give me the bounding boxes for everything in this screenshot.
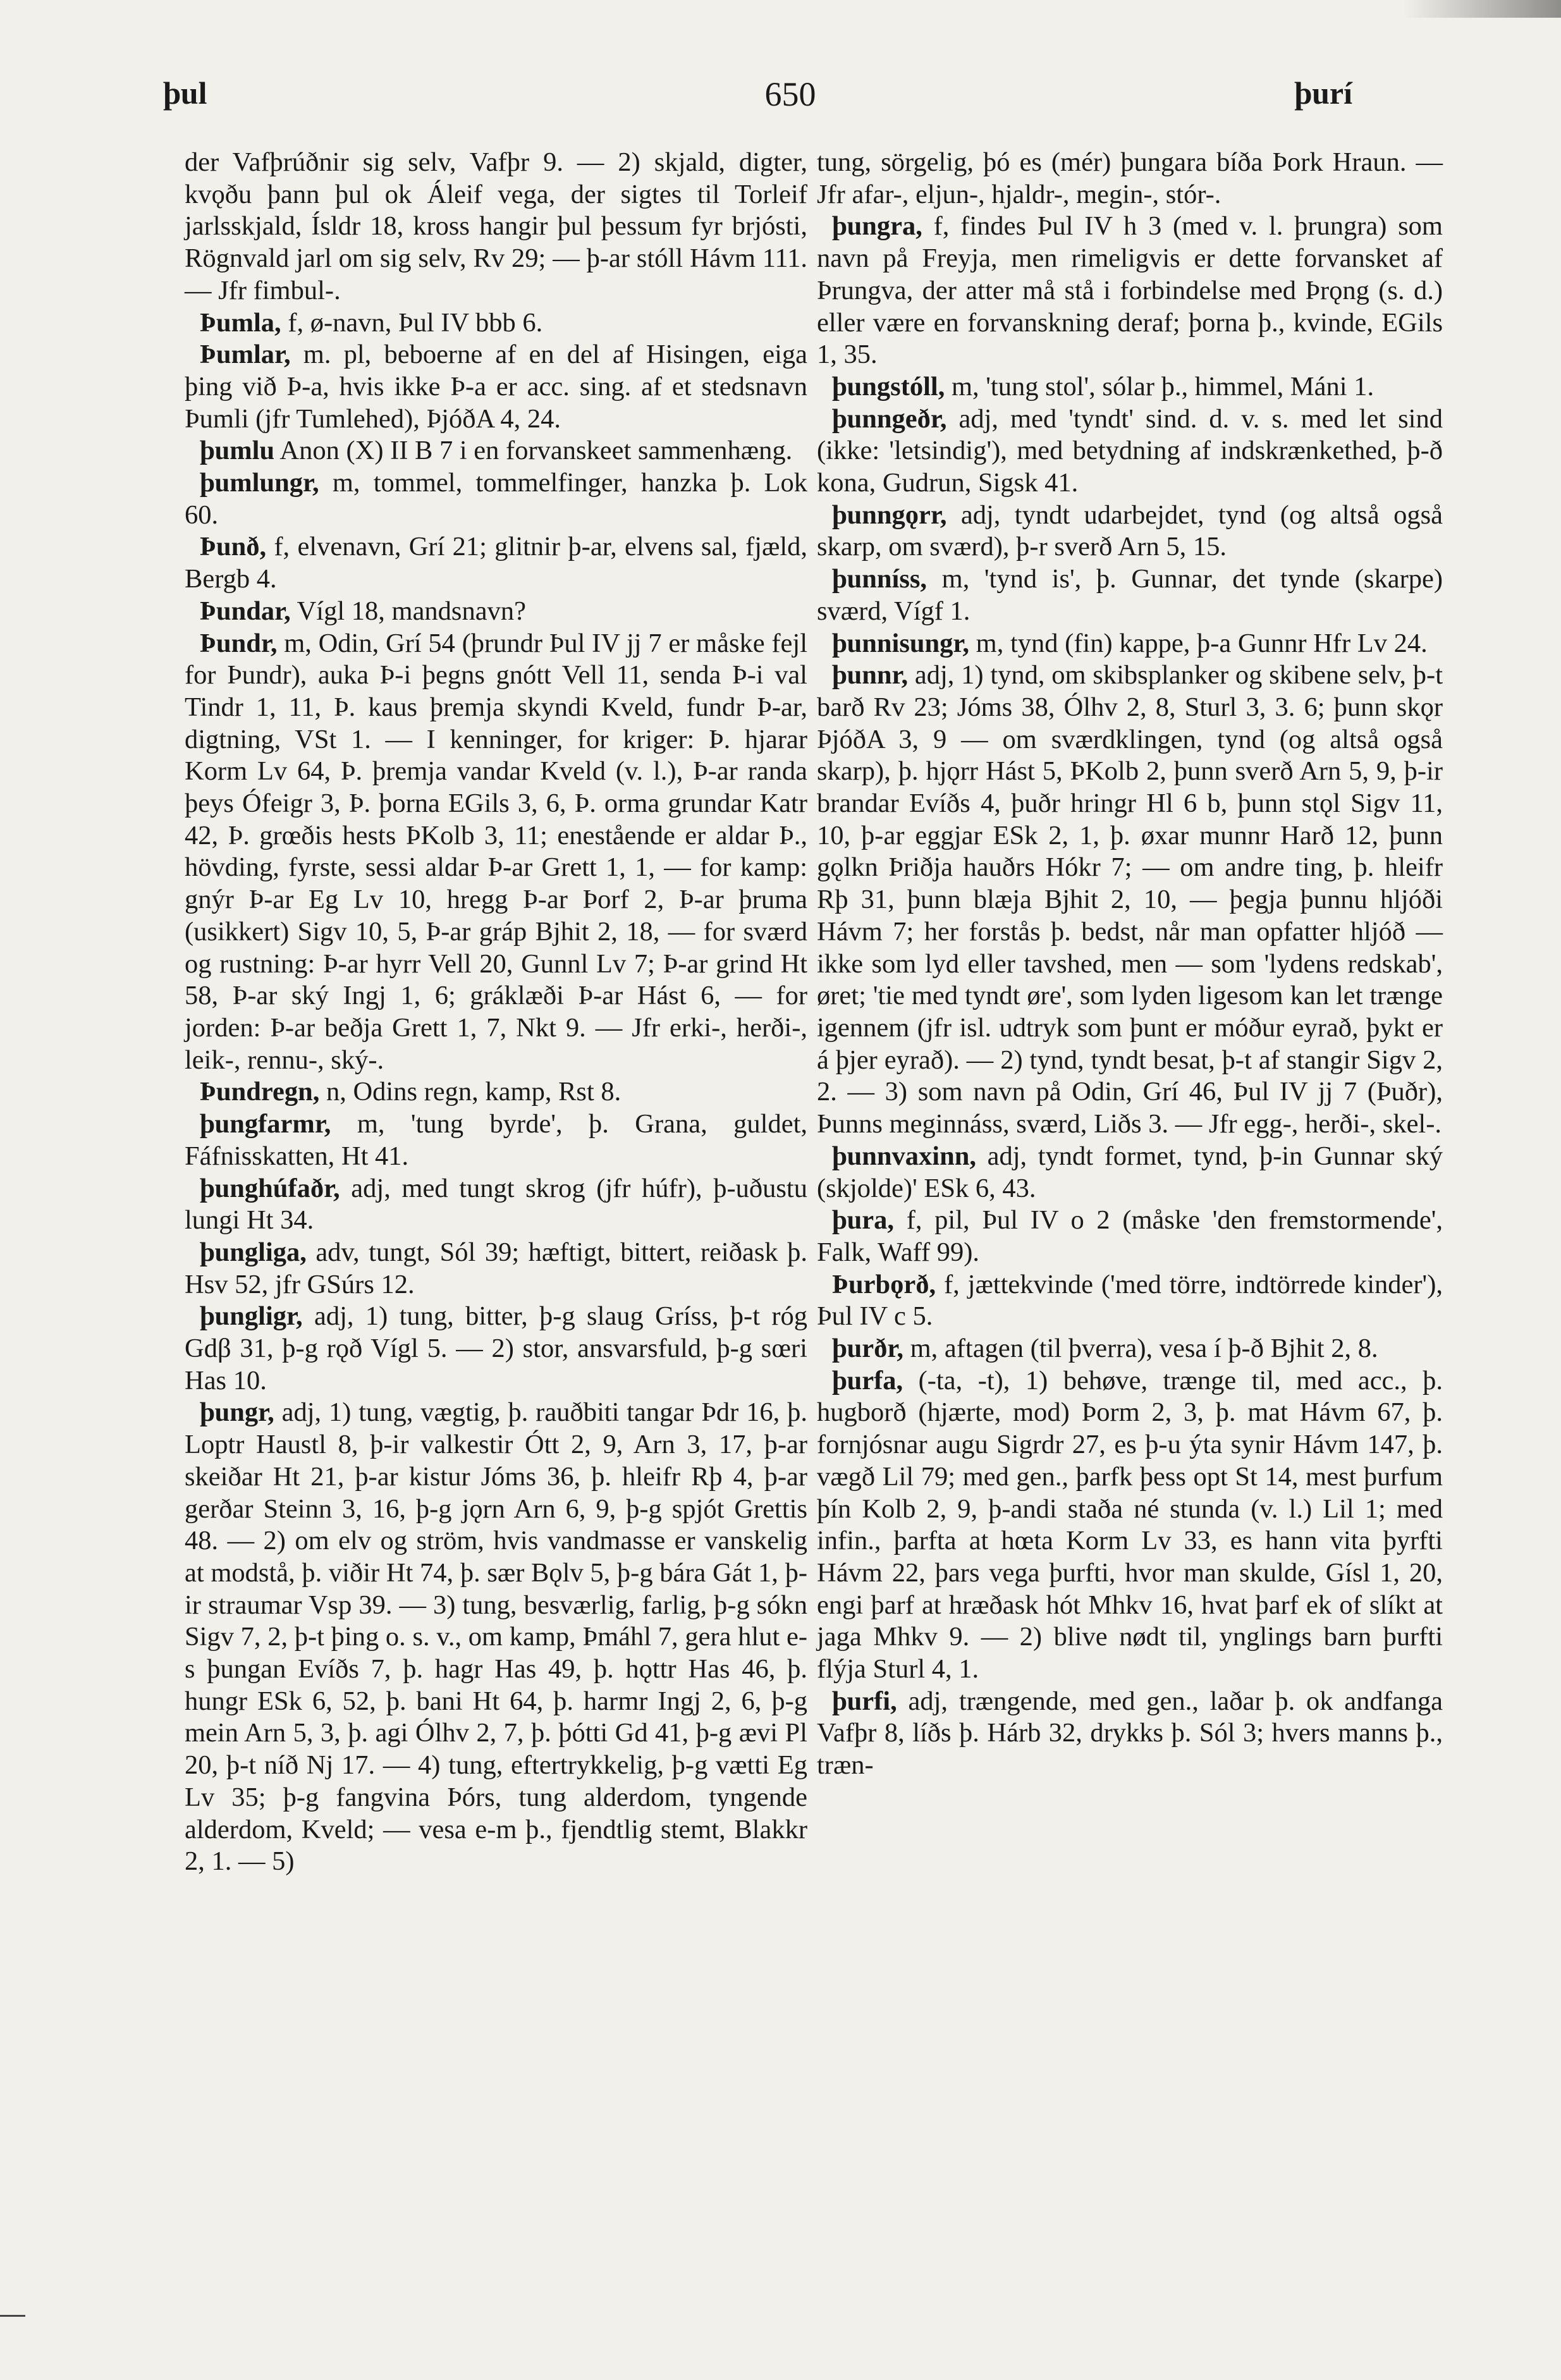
dictionary-entry [185, 307, 807, 340]
entry-headword: þunngǫrr, [832, 500, 947, 530]
entry-headword: Þundar, [200, 596, 291, 626]
entry-headword: þumlungr, [200, 468, 319, 498]
dictionary-entry [817, 1333, 1443, 1365]
entry-headword: þunghúfaðr, [200, 1173, 340, 1203]
entry-text: f, findes Þul IV h 3 (med v. l. þrungra) som navn på Freyja, men rimeligvis er dette forvansket af Þrungva, der atter må stå i forbindelse med Þrǫng (s. d.) eller være en forvanskning deraf; þorna þ., kvinde, EGils 1, 35. [817, 211, 1443, 370]
dictionary-entry [185, 531, 807, 595]
dictionary-entry [185, 1076, 807, 1108]
dictionary-entry [185, 147, 807, 307]
entry-text: der Vafþrúðnir sig selv, Vafþr 9. — 2) skjald, digter, kvǫðu þann þul ok Áleif vega, der sigtes til Torleif jarlsskjald, Ísldr 18, kross hangir þul þessum fyr brjósti, Rögnvald jarl om sig selv, Rv 29; — þ-ar stóll Hávm 111. — Jfr fimbul-. [185, 147, 807, 305]
entry-headword: Þumlar, [200, 340, 291, 370]
entry-headword: þunníss, [832, 564, 927, 594]
page-corner-mark [0, 2315, 25, 2355]
entry-text: adj, 1) tung, vægtig, þ. rauðbiti tangar Þdr 16, þ. Loptr Haustl 8, þ-ir valkestir Ótt 2, 9, Arn 3, 17, þ-ar skeiðar Ht 21, þ-ar kistur Jóms 36, þ. hleifr Rþ 4, þ-ar gerðar Steinn 3, 16, þ-g jǫrn Arn 6, 9, þ-g spjót Grettis 48. — 2) om elv og ström, hvis vandmasse er vanskelig at modstå, þ. viðir Ht 74, þ. sær Bǫlv 5, þ-g bára Gát 1, þ-ir straumar Vsp 39. — 3) tung, besværlig, farlig, þ-g sókn Sigv 7, 2, þ-t þing o. s. v., om kamp, Þmáhl 7, gera hlut e-s þungan Evíðs 7, þ. hagr Has 49, þ. hǫttr Has 46, þ. hungr ESk 6, 52, þ. bani Ht 64, þ. harmr Ingj 2, 6, þ-g mein Arn 5, 3, þ. agi Ólhv 2, 7, þ. þótti Gd 41, þ-g ævi Pl 20, þ-t níð Nj 17. — 4) tung, eftertrykkelig, þ-g vætti Eg Lv 35; þ-g fangvina Þórs, tung alderdom, tyngende alderdom, Kveld; — vesa e-m þ., fjendtlig stemt, Blakkr 2, 1. — 5) [185, 1397, 807, 1877]
entry-headword: þumlu [200, 436, 275, 466]
dictionary-entry [185, 628, 807, 1077]
entry-text: f, elvenavn, Grí 21; glitnir þ-ar, elvens sal, fjæld, Bergb 4. [185, 532, 807, 594]
entry-text: m. pl, beboerne af en del af Hisingen, eiga þing við Þ-a, hvis ikke Þ-a er acc. sing. af et stedsnavn Þumli (jfr Tumlehed), ÞjóðA 4, 24. [185, 340, 807, 434]
dictionary-entry [185, 596, 807, 628]
dictionary-entry [185, 1397, 807, 1878]
dictionary-entry [185, 1237, 807, 1301]
entry-headword: þunnr, [832, 660, 909, 690]
page-number: 650 [764, 75, 816, 113]
header-right-word: þurí [1294, 75, 1352, 111]
dictionary-entry [817, 1365, 1443, 1686]
right-column [817, 147, 1443, 1782]
entry-text: adj, 1) tynd, om skibsplanker og skibene selv, þ-t barð Rv 23; Jóms 38, Ólhv 2, 8, Sturl 3, 3. 6; þunn skǫr ÞjóðA 3, 9 — om sværdklingen, tynd (og altså også skarp), þ. hjǫrr Hást 5, ÞKolb 2, þunn sverð Arn 5, 9, þ-ir brandar Evíðs 4, þuðr hringr Hl 6 b, þunn stǫl Sigv 11, 10, þ-ar eggjar ESk 2, 1, þ. øxar munnr Harð 12, þunn gǫlkn Þriðja hauðrs Hókr 7; — om andre ting, þ. hleifr Rþ 31, þunn blæja Bjhit 2, 10, — þegja þunnu hljóði Hávm 7; her forstås þ. bedst, når man opfatter hljóð — ikke som lyd eller tavshed, men — som 'lydens redskab', øret; 'tie med tyndt øre', som lyden ligesom kan let trænge igennem (jfr isl. udtryk som þunt er móður eyrað, þykt er á þjer eyrað). — 2) tynd, tyndt besat, þ-t af stangir Sigv 2, 2. — 3) som navn på Odin, Grí 46, Þul IV jj 7 (Þuðr), Þunns meginnáss, sværd, Liðs 3. — Jfr egg-, herði-, skel-. [817, 660, 1443, 1139]
dictionary-entry [817, 1686, 1443, 1782]
dictionary-entry [185, 435, 807, 467]
entry-headword: Þumla, [200, 307, 281, 338]
dictionary-entry [185, 467, 807, 531]
entry-headword: þungligr, [200, 1301, 303, 1332]
entry-headword: þungfarmr, [200, 1109, 331, 1139]
top-edge-shadow [1404, 0, 1561, 18]
entry-text: adj, trængende, med gen., laðar þ. ok andfanga Vafþr 8, líðs þ. Hárb 32, drykks þ. Sól 3; hvers manns þ., træn- [817, 1686, 1443, 1781]
dictionary-entry [817, 211, 1443, 371]
entry-headword: þurðr, [832, 1334, 903, 1364]
dictionary-entry [817, 563, 1443, 627]
entry-headword: þungliga, [200, 1237, 307, 1267]
dictionary-entry [817, 1205, 1443, 1268]
entry-headword: þunngeðr, [832, 403, 947, 434]
header-left-word: þul [163, 75, 207, 111]
entry-text: adj, med tungt skrog (jfr húfr), þ-uðustu lungi Ht 34. [185, 1173, 807, 1236]
entry-text: tung, sörgelig, þó es (mér) þungara bíða Þork Hraun. — Jfr afar-, eljun-, hjaldr-, megin-, stór-. [817, 147, 1443, 209]
entry-text: f, jættekvinde ('med törre, indtörrede kinder'), Þul IV c 5. [817, 1269, 1443, 1332]
entry-headword: Þurbǫrð, [832, 1269, 936, 1299]
dictionary-entry [185, 1173, 807, 1237]
entry-text: m, tynd (fin) kappe, þ-a Gunnr Hfr Lv 24. [969, 628, 1428, 658]
dictionary-entry [817, 1141, 1443, 1205]
entry-text: adv, tungt, Sól 39; hæftigt, bittert, reiðask þ. Hsv 52, jfr GSúrs 12. [185, 1237, 807, 1299]
entry-headword: þurfi, [832, 1686, 897, 1716]
dictionary-entry [817, 1269, 1443, 1333]
entry-text: f, ø-navn, Þul IV bbb 6. [281, 307, 543, 338]
entry-text: adj, tyndt udarbejdet, tynd (og altså også skarp, om sværd), þ-r sverð Arn 5, 15. [817, 500, 1443, 562]
dictionary-entry [185, 339, 807, 435]
dictionary-entry [817, 628, 1443, 660]
entry-headword: þunnisungr, [832, 628, 970, 658]
entry-text: adj, 1) tung, bitter, þ-g slaug Gríss, þ-t róg Gdβ 31, þ-g rǫð Vígl 5. — 2) stor, ansvarsfuld, þ-g sœri Has 10. [185, 1301, 807, 1395]
left-column [185, 147, 807, 1878]
entry-text: n, Odins regn, kamp, Rst 8. [319, 1077, 621, 1107]
entry-headword: þunnvaxinn, [832, 1141, 977, 1171]
entry-text: m, tommel, tommelfinger, hanzka þ. Lok 60. [185, 468, 807, 530]
entry-headword: þurfa, [832, 1365, 903, 1395]
entry-text: m, 'tung byrde', þ. Grana, guldet, Fáfnisskatten, Ht 41. [185, 1109, 807, 1171]
dictionary-entry [185, 1108, 807, 1172]
entry-text: f, pil, Þul IV o 2 (måske 'den fremstormende', Falk, Waff 99). [817, 1205, 1443, 1267]
entry-headword: þura, [832, 1205, 895, 1236]
dictionary-entry [817, 147, 1443, 211]
entry-text: m, 'tung stol', sólar þ., himmel, Máni 1. [945, 371, 1374, 402]
dictionary-entry [817, 659, 1443, 1141]
entry-headword: þungr, [200, 1397, 274, 1428]
entry-text: m, Odin, Grí 54 (þrundr Þul IV jj 7 er måske fejl for Þundr), auka Þ-i þegns gnótt Vell 11, senda Þ-i val Tindr 1, 11, Þ. kaus þremja skyndi Kveld, fundr Þ-ar, digtning, VSt 1. — I kenninger, for kriger: Þ. hjarar Korm Lv 64, Þ. þremja vandar Kveld (v. l.), Þ-ar randa þeys Ófeigr 3, Þ. þorna EGils 3, 6, Þ. orma grundar Katr 42, Þ. grœðis hests ÞKolb 3, 11; enestående er aldar Þ., hövding, fyrste, sessi aldar Þ-ar Grett 1, 1, — for kamp: gnýr Þ-ar Eg Lv 10, hregg Þ-ar Þorf 2, Þ-ar þruma (usikkert) Sigv 10, 5, Þ-ar gráp Bjhit 2, 18, — for sværd og rustning: Þ-ar hyrr Vell 20, Gunnl Lv 7; Þ-ar grind Ht 58, Þ-ar ský Ingj 1, 6; gráklæði Þ-ar Hást 6, — for jorden: Þ-ar beðja Grett 1, 7, Nkt 9. — Jfr erki-, herði-, leik-, rennu-, ský-. [185, 628, 807, 1075]
entry-text: m, 'tynd is', þ. Gunnar, det tynde (skarpe) sværd, Vígf 1. [817, 564, 1443, 626]
entry-headword: þungstóll, [832, 371, 945, 402]
entry-text: adj, tyndt formet, tynd, þ-in Gunnar ský (skjolde)' ESk 6, 43. [817, 1141, 1443, 1203]
dictionary-entry [185, 1301, 807, 1397]
entry-headword: Þundregn, [200, 1077, 320, 1107]
entry-headword: þungra, [832, 211, 922, 242]
dictionary-entry [817, 500, 1443, 563]
dictionary-entry [817, 403, 1443, 500]
entry-text: (-ta, -t), 1) behøve, trænge til, med acc., þ. hugborð (hjærte, mod) Þorm 2, 3, þ. mat Hávm 67, þ. fornjósnar augu Sigrdr 27, es þ-u ýta synir Hávm 147, þ. vægð Lil 79; med gen., þarfk þess opt St 14, mest þurfum þín Kolb 2, 9, þ-andi staða né stunda (v. l.) Lil 1; med infin., þarfta at hœta Korm Lv 33, es hann vita þyrfti Hávm 22, þars vega þurfti, hvor man skulde, Gísl 1, 20, engi þarf at hræðask hót Mhkv 16, hvat þarf ek of slíkt at jaga Mhkv 9. — 2) blive nødt til, ynglings barn þurfti flýja Sturl 4, 1. [817, 1365, 1443, 1684]
entry-headword: Þunð, [200, 532, 267, 562]
entry-text: Vígl 18, mandsnavn? [290, 596, 526, 626]
entry-text: adj, med 'tyndt' sind. d. v. s. med let sind (ikke: 'letsindig'), med betydning af indskrænkethed, þ-ð kona, Gudrun, Sigsk 41. [817, 403, 1443, 498]
dictionary-entry [817, 371, 1443, 403]
entry-headword: Þundr, [200, 628, 278, 658]
entry-text: m, aftagen (til þverra), vesa í þ-ð Bjhit 2, 8. [903, 1334, 1378, 1364]
entry-text: Anon (X) II B 7 i en forvanskeet sammenhæng. [274, 436, 793, 466]
